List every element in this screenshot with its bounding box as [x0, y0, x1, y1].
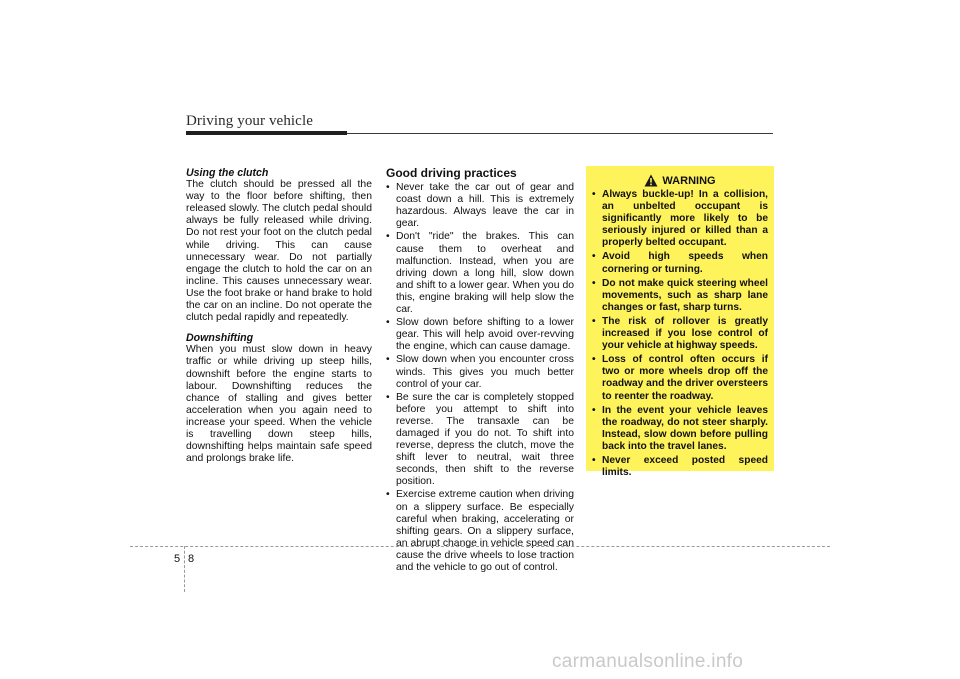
- header-rule-thick: [186, 131, 347, 135]
- downshift-body: When you must slow down in heavy traffic or while driving up steep hills, downshift before the engine starts to labour. Downshifting reduces the chance of stalling and gives better acceleration when you again need to increase your speed. When the vehicle is travelling down steep hills, downshifting helps maintain safe speed and prolongs brake life.: [186, 344, 372, 465]
- list-item: [386, 392, 574, 489]
- list-item-text: Do not make quick steering wheel movements, such as sharp lane changes or fast, sharp turns.: [602, 277, 768, 313]
- list-item-text: Be sure the car is completely stopped before you attempt to shift into reverse. The transaxle can be damaged if you do not. To shift into reverse, depress the clutch, move the shift lever to neutral, wait three seconds, then shift to the reverse position.: [396, 391, 574, 488]
- bullet-icon: •: [592, 251, 596, 263]
- bullet-icon: •: [386, 231, 390, 243]
- list-item: [386, 354, 574, 390]
- bullet-icon: •: [386, 317, 390, 329]
- bullet-icon: •: [386, 182, 390, 194]
- clutch-body: The clutch should be pressed all the way to the floor before shifting, then released slowly. The clutch pedal should always be fully released while driving. Do not rest your foot on the clutch pedal while driving. This can cause unnecessary wear. Do not partially engage the clutch to hold the car on an incline. This causes unnecessary wear. Use the foot brake or hand brake to hold the car on an incline. Do not operate the clutch pedal rapidly and repeatedly.: [186, 179, 372, 324]
- page-number: 8: [188, 553, 195, 565]
- list-item: [592, 316, 768, 352]
- practices-title: Good driving practices: [386, 166, 517, 180]
- bullet-icon: •: [592, 277, 596, 289]
- list-item: [386, 317, 574, 353]
- list-item-text: Never take the car out of gear and coast down a hill. This is extremely hazardous. Always leave the car in gear.: [396, 182, 574, 230]
- footer-rule: [130, 546, 830, 547]
- practices-list: [386, 182, 574, 574]
- warning-box: [586, 166, 774, 479]
- list-item-text: Loss of control often occurs if two or more wheels drop off the roadway and the driver oversteers to reenter the roadway.: [602, 354, 768, 402]
- bullet-icon: •: [592, 189, 596, 200]
- bullet-icon: •: [386, 354, 390, 366]
- list-item: [592, 189, 768, 249]
- left-column: [186, 167, 372, 473]
- list-item-text: Avoid high speeds when cornering or turning.: [602, 251, 768, 275]
- list-item-text: Always buckle-up! In a collision, an unbelted occupant is significantly more likely to be seriously injured or killed than a properly belted occupant.: [602, 189, 768, 249]
- middle-column: [386, 167, 574, 575]
- footer-divider: [184, 546, 185, 592]
- list-item: [386, 182, 574, 230]
- warning-title: WARNING: [662, 174, 716, 187]
- bullet-icon: •: [592, 404, 596, 416]
- list-item-text: Slow down when you encounter cross winds. This gives you much better control of your car.: [396, 354, 574, 390]
- bullet-icon: •: [592, 454, 596, 466]
- bullet-icon: •: [386, 489, 390, 501]
- warning-list: [592, 189, 768, 479]
- list-item: [592, 455, 768, 479]
- watermark: carmanualsonline.info: [552, 651, 744, 672]
- list-item: [592, 405, 768, 453]
- chapter-number: 5: [174, 553, 181, 565]
- list-item: [592, 251, 768, 275]
- list-item-text: Don't "ride" the brakes. This can cause them to overheat and malfunction. Instead, when you are driving down a long hill, slow down and shift to a lower gear. When you do this, engine braking will help slow the car.: [396, 231, 574, 316]
- bullet-icon: •: [386, 391, 390, 403]
- list-item: [592, 354, 768, 402]
- bullet-icon: •: [592, 315, 596, 327]
- list-item-text: In the event your vehicle leaves the roadway, do not steer sharply. Instead, slow down before pulling back into the travel lanes.: [602, 404, 768, 452]
- warning-triangle-icon: [644, 174, 658, 187]
- list-item-text: The risk of rollover is greatly increased if you lose control of your vehicle at highway speeds.: [602, 315, 768, 352]
- list-item: [386, 489, 574, 574]
- downshift-heading: Downshifting: [186, 332, 254, 345]
- list-item-text: Exercise extreme caution when driving on a slippery surface. Be especially careful when braking, accelerating or shifting gears. On a slippery surface, an abrupt change in vehicle speed can cause the drive wheels to lose traction and the vehicle to go out of control.: [396, 489, 574, 573]
- list-item-text: Never exceed posted speed limits.: [602, 454, 768, 479]
- warning-header: [592, 174, 768, 187]
- page-title: Driving your vehicle: [186, 113, 313, 129]
- list-item: [592, 278, 768, 314]
- list-item-text: Slow down before shifting to a lower gear. This will help avoid over-revving the engine, which can cause damage.: [396, 317, 574, 353]
- header-rule-thin: [347, 133, 773, 134]
- list-item: [386, 231, 574, 316]
- bullet-icon: •: [592, 354, 596, 366]
- clutch-heading: Using the clutch: [186, 167, 269, 179]
